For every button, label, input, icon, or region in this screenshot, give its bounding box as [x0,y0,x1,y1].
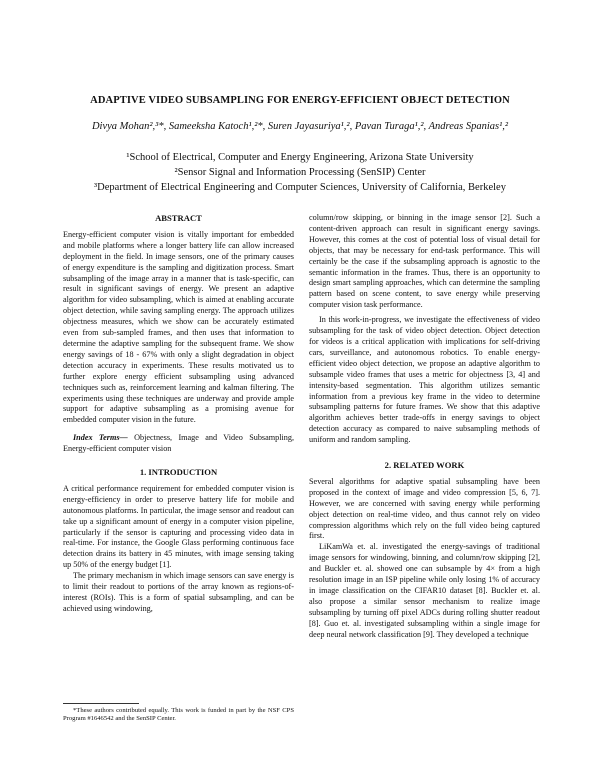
author-list: Divya Mohan²,³*, Sameeksha Katoch¹,²*, Suren Jayasuriya¹,², Pavan Turaga¹,², Andreas Spanias¹,² [91,121,509,132]
related-paragraph-1: Several algorithms for adaptive spatial subsampling have been proposed in the context of image and video compression [5, 6, 7]. However, we are concerned with saving energy while performing object detection on real-time video, and thus cannot rely on video compression algorithms which rely on the full video being captured first. [309,476,540,541]
affiliation-1: ¹School of Electrical, Computer and Energy Engineering, Arizona State University [126,152,474,163]
index-terms [63,433,294,455]
left-column [63,213,294,615]
affiliation-2: ²Sensor Signal and Information Processing (SenSIP) Center [174,167,426,178]
affiliation-3: ³Department of Electrical Engineering and Computer Sciences, University of California, Berkeley [94,182,506,193]
right-paragraph-1: column/row skipping, or binning in the image sensor [2]. Such a content-driven approach can result in significant energy savings. However, this comes at the cost of potential loss of visual detail for objects, that may be necessary for end-task performance. This will certainly be the case if the subsampling approach is agnostic to the semantic information in the frames. Thus, there is an opportunity to design smart sampling approaches, which can determine the sampling pattern based on scene content, to save energy while preserving computer vision task performance. [309,213,540,310]
affiliations [0,150,600,195]
abstract-text: Energy-efficient computer vision is vitally important for embedded and mobile platforms where a longer battery life can allow increased deployment in the field. In image sensors, one of the primary causes of energy expenditure is the sampling and digitization process. Smart subsampling of the image array in a manner that is task-specific, can result in significant savings of energy. We present an adaptive algorithm for video subsampling, which is aimed at enabling accurate object detection, while saving sampling energy. The approach utilizes objectness measures, which we show can be accurately estimated even from sub-sampled frames, and then uses that information to determine the adaptive sampling for the subsequent frame. We show energy savings of 18 - 67% with only a slight degradation in object detection accuracy in experiments. These results motivated us to further explore energy efficient subsampling using advanced techniques such as, reinforcement learning and kalman filtering. The experiments using these techniques are underway and provide ample support for adaptive subsampling as a promising avenue for embedded computer vision in the future. [63,229,294,425]
related-work-heading: 2. RELATED WORK [384,460,465,471]
right-paragraph-2: In this work-in-progress, we investigate the effectiveness of video subsampling for the task of video object detection. Object detection for videos is a critical application with implications for self-driving cars, surveillance, and autonomous robotics. To enable energy-efficient video object detection, we propose an adaptive algorithm to subsample video frames that uses a metric for objectness [3, 4] and intensity-based segmentation. This algorithm utilizes semantic information from a previous key frame in the video to determine subsampling patterns for future frames. We show that this adaptive algorithm achieves better trade-offs in energy savings to object detection accuracy as compared to naive subsampling methods of uniform and random sampling. [309,315,540,445]
intro-paragraph-1: A critical performance requirement for embedded computer vision is energy-efficiency in order to preserve battery life for mobile and autonomous platforms. In particular, the image sensor and readout can take up a significant amount of energy in a computer vision pipeline, particularly if the sensor is capturing and processing video data in real-time. For instance, the Google Glass performing continuous face detection drains its battery in 45 minutes, with image sensing taking up 50% of the energy budget [1]. [63,483,294,570]
related-paragraph-2: LiKamWa et. al. investigated the energy-savings of traditional image sensors for windowing, binning, and column/row skipping [2], and Buckler et. al. showed one can subsample by 4× from a high resolution image in an ISP pipeline while only losing 1% of accuracy in image classification on the CIFAR10 dataset [8]. Buckler et. al. also propose a similar sensor mechanism to realize image subsampling by turning off pixel ADCs during rolling shutter readout [8]. Guo et. al. investigated subsampling within a single image for deep neural network classification [9]. They developed a technique [309,542,540,639]
paper-title: ADAPTIVE VIDEO SUBSAMPLING FOR ENERGY-EFFICIENT OBJECT DETECTION [90,95,510,106]
footnote: *These authors contributed equally. This work is funded in part by the NSF CPS Program #1646542 and the SenSIP Center. [63,707,294,723]
intro-paragraph-2: The primary mechanism in which image sensors can save energy is to limit their readout to portions of the array known as regions-of-interest (ROIs). This is a form of spatial subsampling, and can be achieved using windowing, [63,571,294,613]
index-terms-label: Index Terms— [73,433,128,443]
abstract-heading: ABSTRACT [155,213,202,223]
intro-heading: 1. INTRODUCTION [139,467,218,478]
right-column [309,213,540,641]
footnote-rule [63,703,139,704]
index-terms-text: Objectness, Image and Video Subsampling, Energy-efficient computer vision [63,433,294,454]
